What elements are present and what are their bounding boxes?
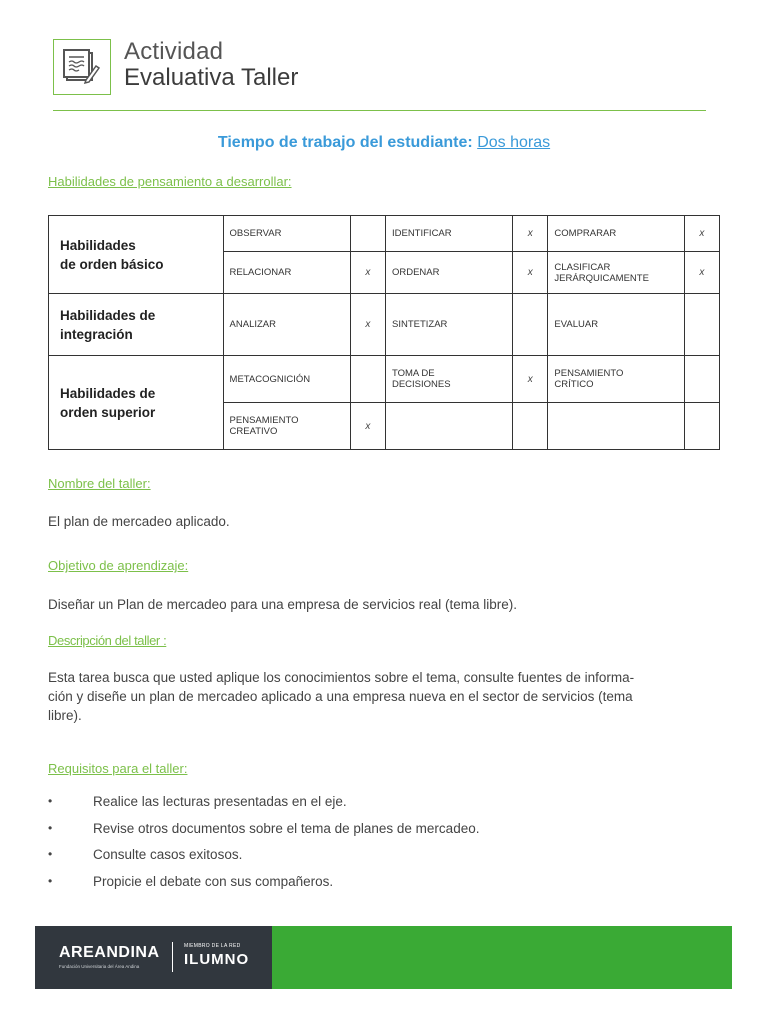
footer-green-bar <box>272 926 732 989</box>
bullet-icon: • <box>48 873 53 888</box>
objective-label: Objetivo de aprendizaje: <box>48 558 189 573</box>
skill-cell <box>548 356 684 403</box>
list-item <box>48 847 479 874</box>
requirement-text: Revise otros documentos sobre el tema de planes de mercadeo. <box>93 820 480 836</box>
skill-text: CRÍTICO <box>554 379 594 390</box>
bullet-icon: • <box>48 794 53 808</box>
skill-mark <box>350 216 385 252</box>
group-basic <box>49 216 224 294</box>
member-text: MIEMBRO DE LA RED <box>184 943 241 949</box>
description-line: libre). <box>48 708 82 723</box>
requirement-text: Consulte casos exitosos. <box>93 847 243 862</box>
group-superior <box>49 356 224 450</box>
group-title: Habilidades <box>60 237 136 253</box>
skill-cell: ANALIZAR <box>223 294 350 356</box>
table-row <box>49 294 720 356</box>
skill-cell: EVALUAR <box>548 294 684 356</box>
group-title: Habilidades de <box>60 385 156 401</box>
page-title <box>124 40 298 90</box>
skill-text: JERÁRQUICAMENTE <box>554 272 649 284</box>
title-line-1: Actividad <box>124 38 224 65</box>
description-line: ción y diseñe un plan de mercadeo aplicado a una empresa nueva en el sector de servicios (tema <box>48 689 633 704</box>
skill-mark: x <box>684 252 719 294</box>
skill-mark: x <box>513 252 548 294</box>
requirement-text: Realice las lecturas presentadas en el eje. <box>93 794 347 809</box>
footer-brand-block <box>35 926 272 989</box>
skill-cell <box>223 403 350 450</box>
skill-cell: ORDENAR <box>385 252 512 294</box>
skill-mark: x <box>513 356 548 403</box>
workshop-name-label: Nombre del taller: <box>48 476 151 491</box>
skill-text: CLASIFICAR <box>554 261 611 273</box>
bullet-icon: • <box>48 820 53 835</box>
skill-cell <box>385 403 512 450</box>
group-title: Habilidades de <box>60 307 156 323</box>
skill-mark <box>513 403 548 450</box>
skill-mark <box>513 294 548 356</box>
header-divider <box>53 110 706 111</box>
skill-mark <box>684 403 719 450</box>
document-pen-icon <box>53 39 111 95</box>
list-item <box>48 874 479 901</box>
skill-mark <box>684 294 719 356</box>
skill-cell <box>548 252 684 294</box>
requirement-text: Propicie el debate con sus compañeros. <box>93 873 334 889</box>
objective-text: Diseñar un Plan de mercadeo para una empresa de servicios real (tema libre). <box>48 597 517 612</box>
skill-mark <box>684 356 719 403</box>
student-time <box>0 134 768 152</box>
requirements-list <box>48 794 479 900</box>
table-row <box>49 216 720 252</box>
skill-cell: RELACIONAR <box>223 252 350 294</box>
group-title: de orden básico <box>60 256 164 272</box>
workshop-name-text: El plan de mercadeo aplicado. <box>48 514 230 529</box>
areandina-subtitle: Fundación Universitaria del Área Andina <box>59 964 140 969</box>
ilumno-logo: ILUMNO <box>184 951 250 968</box>
description-line: Esta tarea busca que usted aplique los conocimientos sobre el tema, consulte fuentes de informa- <box>48 670 635 685</box>
logo-divider <box>172 942 173 972</box>
time-label: Tiempo de trabajo del estudiante: <box>217 134 478 151</box>
skill-mark <box>350 356 385 403</box>
skill-cell: SINTETIZAR <box>385 294 512 356</box>
table-row <box>49 356 720 403</box>
description-label: Descripción del taller : <box>48 633 167 648</box>
requirements-label: Requisitos para el taller: <box>48 761 188 776</box>
skill-mark: x <box>350 252 385 294</box>
skill-text: CREATIVO <box>229 426 278 437</box>
skill-mark: x <box>350 403 385 450</box>
group-title: orden superior <box>60 404 156 420</box>
skills-heading: Habilidades de pensamiento a desarrollar: <box>48 174 292 189</box>
group-title: integración <box>60 326 133 342</box>
skill-cell: COMPRARAR <box>548 216 684 252</box>
skill-text: DECISIONES <box>391 379 451 390</box>
bullet-icon: • <box>48 847 53 861</box>
skill-cell: IDENTIFICAR <box>385 216 512 252</box>
list-item <box>48 821 479 848</box>
group-integration <box>49 294 224 356</box>
list-item <box>48 794 479 821</box>
title-line-2: Evaluativa Taller <box>124 64 299 91</box>
skill-cell <box>548 403 684 450</box>
skill-text: PENSAMIENTO <box>554 368 624 379</box>
skill-mark: x <box>350 294 385 356</box>
skills-table <box>48 215 720 450</box>
skill-cell: OBSERVAR <box>223 216 350 252</box>
description-text <box>48 668 718 725</box>
skill-mark: x <box>684 216 719 252</box>
skill-mark: x <box>513 216 548 252</box>
skill-cell: METACOGNICIÓN <box>223 356 350 403</box>
skill-text: TOMA DE <box>391 368 435 379</box>
time-value: Dos horas <box>477 134 551 151</box>
areandina-logo: AREANDINA <box>59 944 160 961</box>
skill-cell <box>385 356 512 403</box>
skill-text: PENSAMIENTO <box>229 415 299 426</box>
